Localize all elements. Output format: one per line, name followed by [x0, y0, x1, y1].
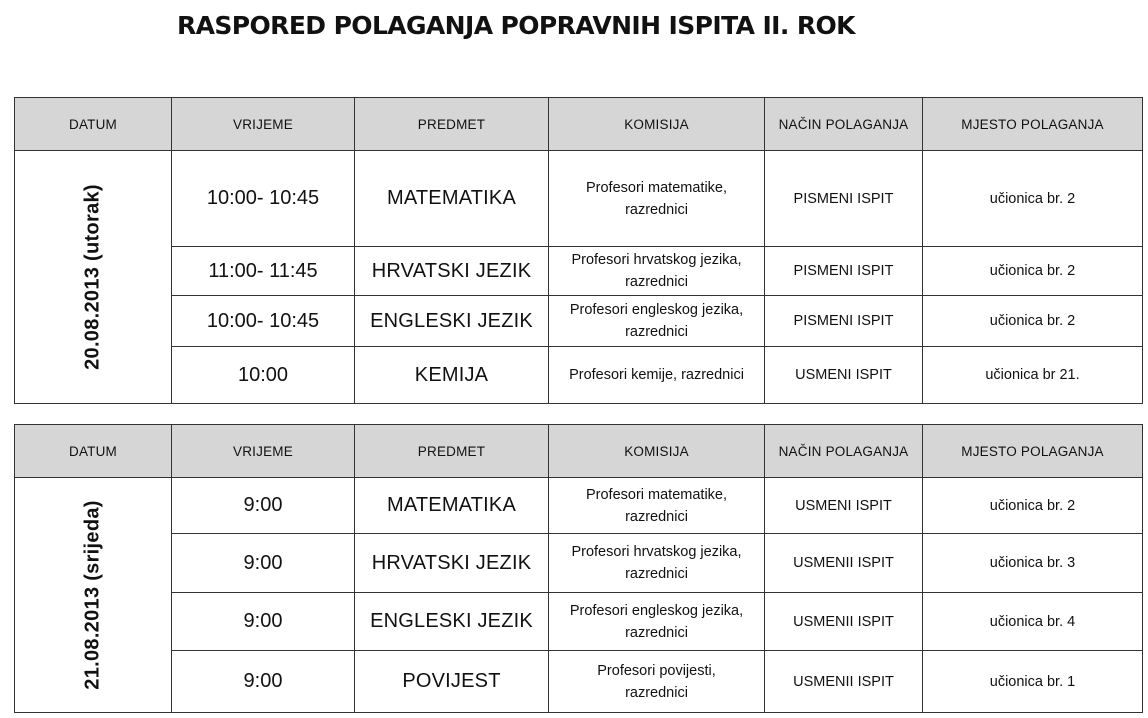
schedule-table-day-1	[14, 97, 1143, 404]
subject-cell: MATEMATIKA	[355, 478, 549, 534]
header-datum: DATUM	[15, 98, 172, 151]
date-label: 21.08.2013 (srijeda)	[81, 500, 104, 690]
committee-line-2: razrednici	[625, 324, 688, 340]
committee-cell	[549, 478, 765, 534]
committee-line-2: razrednici	[625, 624, 688, 641]
table-row	[15, 151, 1143, 247]
committee-cell	[549, 651, 765, 713]
table-row	[15, 247, 1143, 296]
exam-type-cell: USMENII ISPIT	[765, 534, 923, 593]
subject-cell: POVIJEST	[355, 651, 549, 713]
time-cell: 11:00- 11:45	[172, 247, 355, 296]
header-nacin: NAČIN POLAGANJA	[765, 98, 923, 151]
table-row	[15, 534, 1143, 593]
committee-line-1: Profesori povijesti,	[597, 662, 716, 679]
location-cell: učionica br. 3	[923, 534, 1143, 593]
location-cell: učionica br 21.	[923, 347, 1143, 404]
table-row	[15, 478, 1143, 534]
time-cell: 9:00	[172, 651, 355, 713]
header-predmet: PREDMET	[355, 98, 549, 151]
time-cell: 10:00- 10:45	[172, 151, 355, 247]
header-mjesto: MJESTO POLAGANJA	[923, 425, 1143, 478]
page-title: RASPORED POLAGANJA POPRAVNIH ISPITA II. ROK	[177, 11, 855, 40]
committee-line-2: razrednici	[625, 274, 688, 290]
exam-type-cell: USMENI ISPIT	[765, 478, 923, 534]
time-cell: 9:00	[172, 534, 355, 593]
committee-line-1: Profesori engleskog jezika,	[569, 302, 744, 318]
header-row	[15, 98, 1143, 151]
time-cell: 9:00	[172, 478, 355, 534]
header-vrijeme: VRIJEME	[172, 425, 355, 478]
committee-cell	[549, 296, 765, 347]
committee-line-1: Profesori engleskog jezika,	[569, 602, 744, 619]
table-row	[15, 296, 1143, 347]
location-cell: učionica br. 1	[923, 651, 1143, 713]
committee-cell	[549, 534, 765, 593]
committee-cell	[549, 151, 765, 247]
header-vrijeme: VRIJEME	[172, 98, 355, 151]
location-cell: učionica br. 2	[923, 296, 1143, 347]
header-mjesto: MJESTO POLAGANJA	[923, 98, 1143, 151]
committee-line-2: razrednici	[625, 201, 688, 218]
time-cell: 10:00	[172, 347, 355, 404]
exam-type-cell: PISMENI ISPIT	[765, 151, 923, 247]
committee-cell	[549, 593, 765, 651]
date-cell	[15, 151, 172, 404]
subject-cell: ENGLESKI JEZIK	[355, 593, 549, 651]
committee-line-2: razrednici	[625, 566, 688, 582]
time-cell: 10:00- 10:45	[172, 296, 355, 347]
subject-cell: HRVATSKI JEZIK	[355, 247, 549, 296]
header-row	[15, 425, 1143, 478]
date-label: 20.08.2013 (utorak)	[81, 184, 104, 370]
location-cell: učionica br. 2	[923, 478, 1143, 534]
subject-cell: HRVATSKI JEZIK	[355, 534, 549, 593]
exam-type-cell: PISMENI ISPIT	[765, 247, 923, 296]
header-predmet: PREDMET	[355, 425, 549, 478]
exam-type-cell: USMENI ISPIT	[765, 347, 923, 404]
subject-cell: ENGLESKI JEZIK	[355, 296, 549, 347]
exam-type-cell: PISMENI ISPIT	[765, 296, 923, 347]
committee-line-1: Profesori matematike,	[585, 179, 728, 196]
table-row	[15, 593, 1143, 651]
committee-line-2: razrednici	[625, 684, 688, 701]
location-cell: učionica br. 2	[923, 151, 1143, 247]
table-row	[15, 651, 1143, 713]
committee-cell: Profesori kemije, razrednici	[549, 347, 765, 404]
committee-line-2: razrednici	[625, 508, 688, 525]
time-cell: 9:00	[172, 593, 355, 651]
header-datum: DATUM	[15, 425, 172, 478]
location-cell: učionica br. 4	[923, 593, 1143, 651]
committee-line-1: Profesori hrvatskog jezika,	[571, 252, 742, 268]
committee-cell	[549, 247, 765, 296]
subject-cell: KEMIJA	[355, 347, 549, 404]
committee-line-1: Profesori matematike,	[585, 486, 728, 503]
header-komisija: KOMISIJA	[549, 425, 765, 478]
date-cell	[15, 478, 172, 713]
schedule-table-day-2	[14, 424, 1143, 713]
exam-type-cell: USMENII ISPIT	[765, 593, 923, 651]
header-komisija: KOMISIJA	[549, 98, 765, 151]
header-nacin: NAČIN POLAGANJA	[765, 425, 923, 478]
committee-line-1: Profesori hrvatskog jezika,	[571, 544, 742, 560]
table-row	[15, 347, 1143, 404]
exam-type-cell: USMENII ISPIT	[765, 651, 923, 713]
location-cell: učionica br. 2	[923, 247, 1143, 296]
subject-cell: MATEMATIKA	[355, 151, 549, 247]
